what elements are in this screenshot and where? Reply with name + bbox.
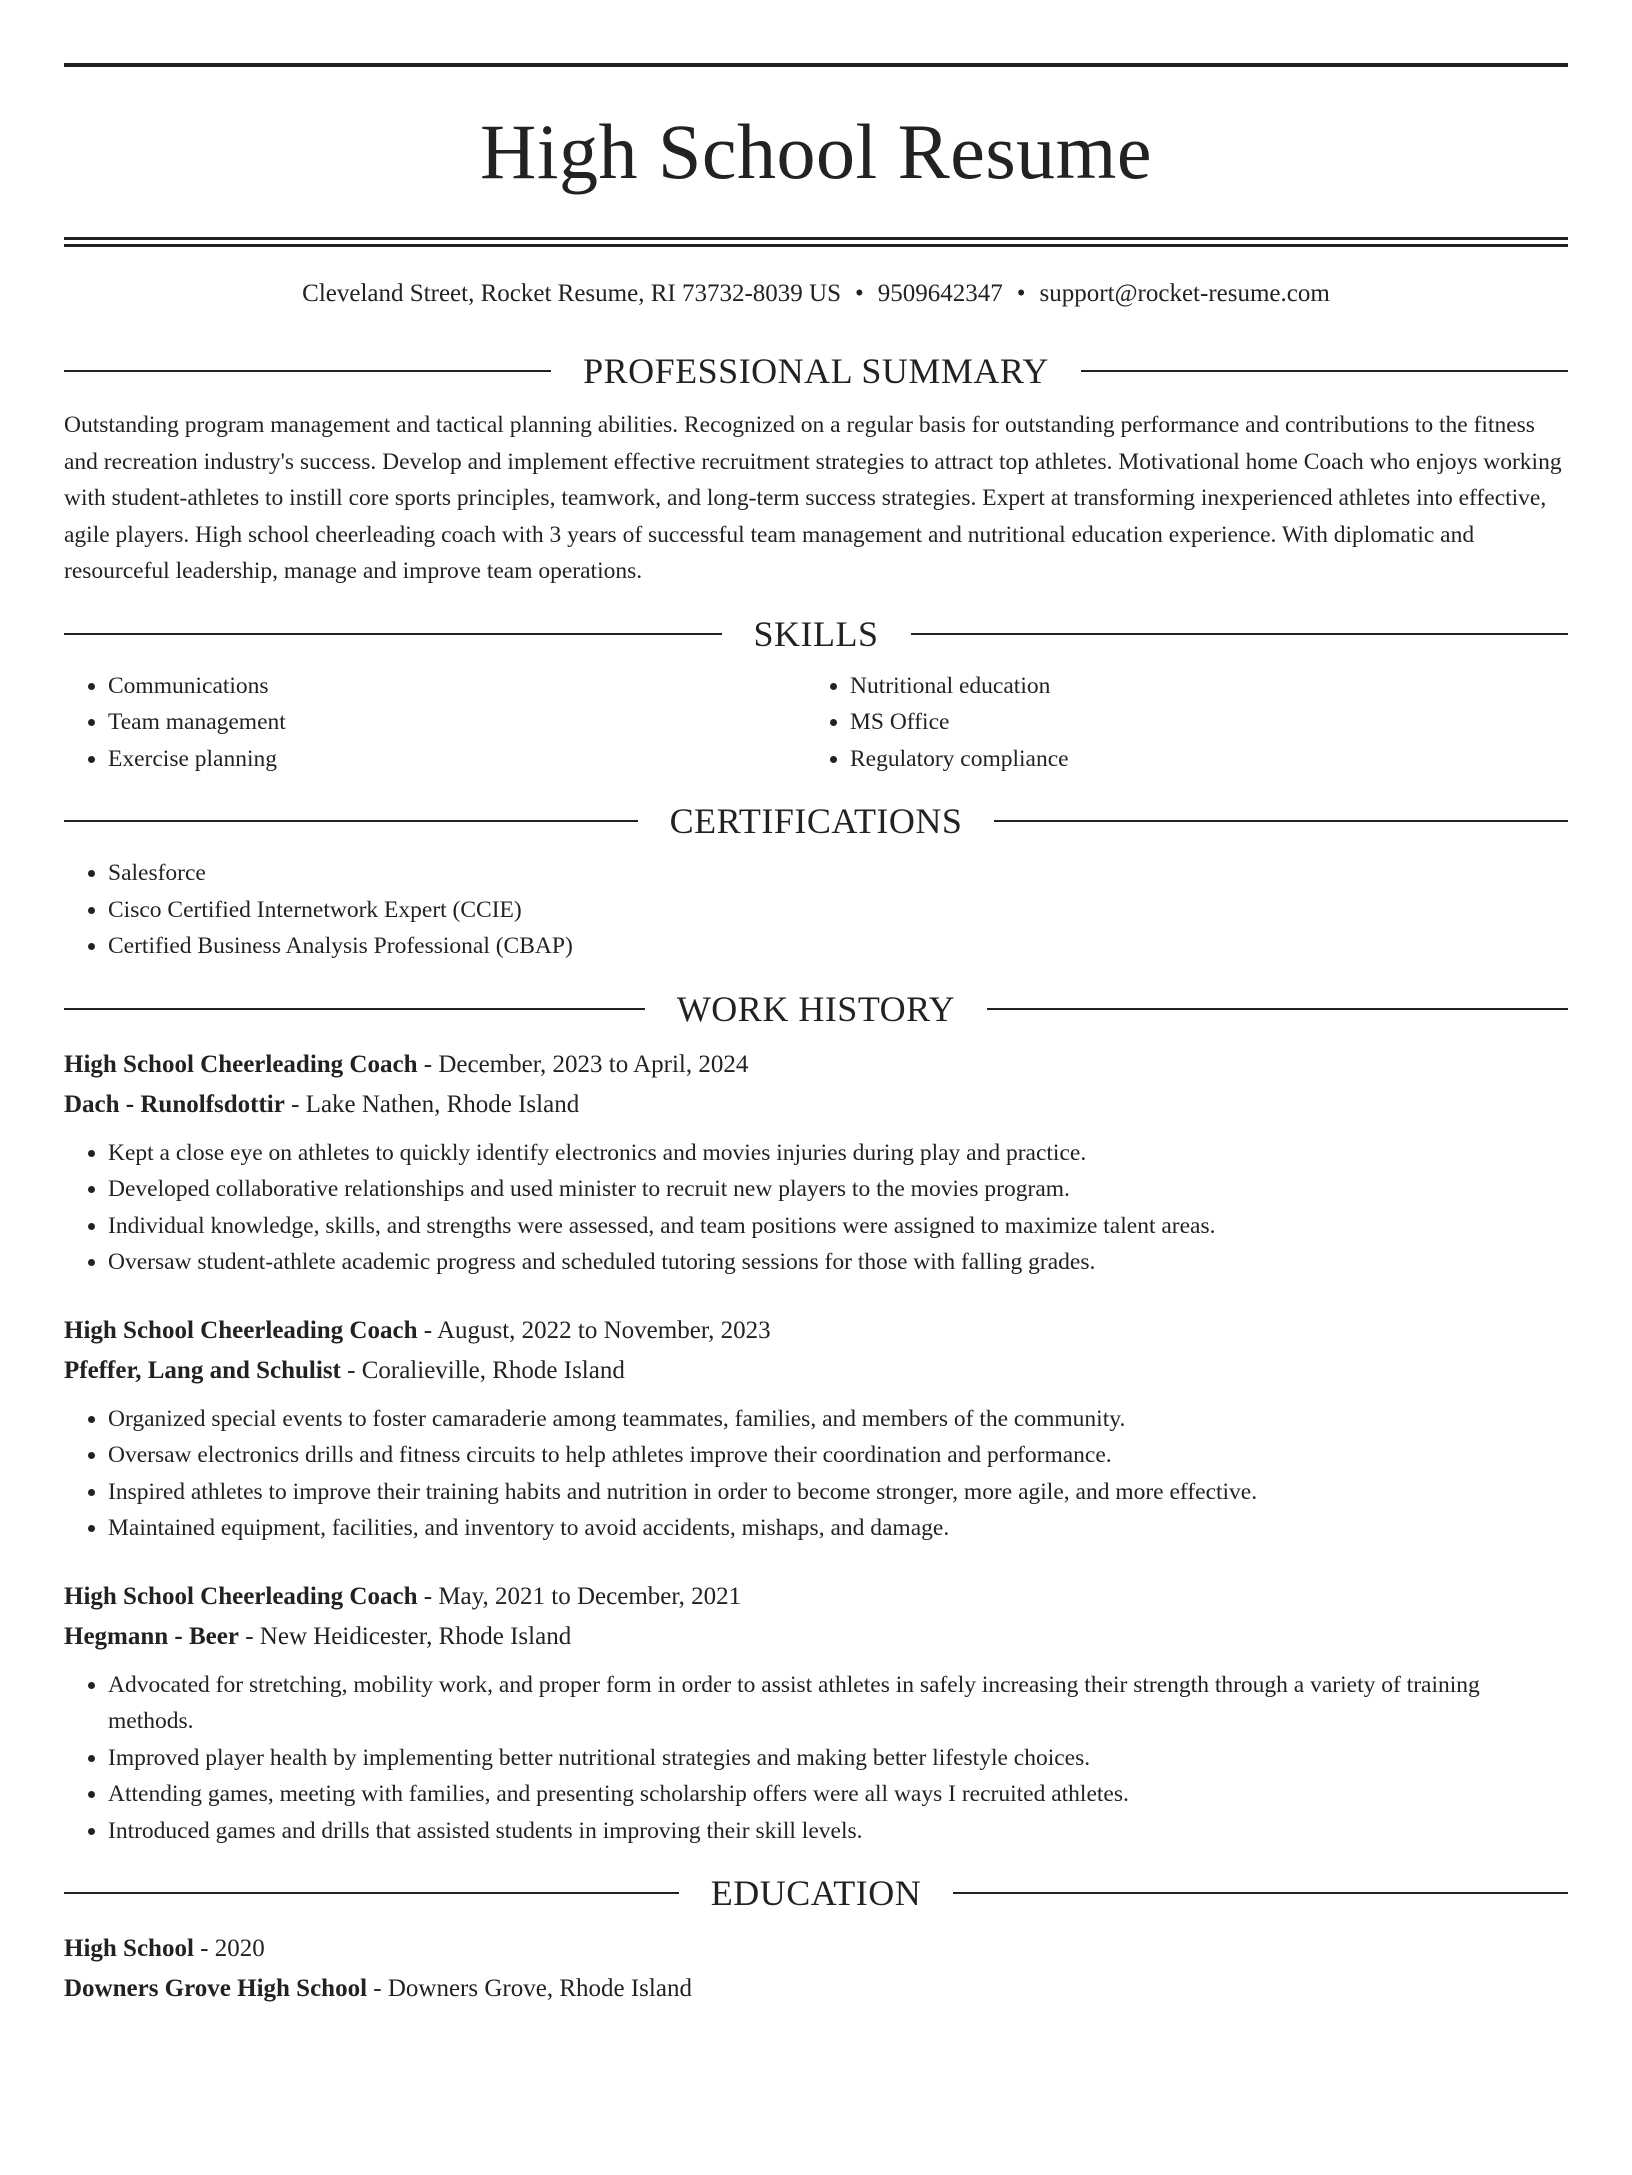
job-company: Hegmann - Beer: [64, 1622, 239, 1650]
section-title: EDUCATION: [710, 1873, 922, 1913]
list-item: • Individual knowledge, skills, and strengths were assessed, and team positions were assigned to maximize talent areas.: [108, 1208, 1568, 1245]
heading-rule: [64, 633, 722, 635]
title-double-rule: [64, 237, 1568, 247]
education-degree: High School: [64, 1935, 194, 1962]
list-item: • Team management: [108, 704, 806, 741]
job-company: Pfeffer, Lang and Schulist: [64, 1356, 341, 1384]
job-dates: - August, 2022 to November, 2023: [417, 1316, 771, 1344]
summary-text: Outstanding program management and tactical planning abilities. Recognized on a regular basis for outstanding performance and contributions to the fitness and recreation industry's success. Develop and implement effective recruitment strategies to attract top athletes. Motivational home Coach who enjoys working with student-athletes to instill core sports principles, teamwork, and long-term success strategies. Expert at transforming inexperienced athletes into effective, agile players. High school cheerleading coach with 3 years of successful team management and nutritional education experience. With diplomatic and resourceful leadership, manage and improve team operations.: [64, 412, 1562, 584]
skills-list: [64, 668, 806, 778]
skills-grid: [64, 668, 1568, 778]
list-item: • MS Office: [850, 704, 1548, 741]
skills-column-left: [64, 668, 806, 778]
section-title: CERTIFICATIONS: [669, 801, 963, 841]
section-heading-certifications: [64, 799, 1568, 843]
list-item: • Kept a close eye on athletes to quickly identify electronics and movies injuries during play and practice.: [108, 1135, 1568, 1172]
education-school-line: [64, 1969, 1568, 2009]
job-company-line: [64, 1085, 1568, 1125]
job-dates: - May, 2021 to December, 2021: [417, 1582, 742, 1610]
section-heading-work: [64, 987, 1568, 1031]
list-item: • Exercise planning: [108, 741, 806, 778]
job-entry: [64, 1311, 1568, 1547]
list-item: • Salesforce: [108, 855, 1568, 892]
contact-separator: •: [854, 280, 864, 307]
job-bullets: [64, 1401, 1568, 1547]
job-dates: - December, 2023 to April, 2024: [417, 1050, 749, 1078]
heading-rule: [64, 820, 638, 822]
heading-rule: [994, 820, 1568, 822]
job-company-line: [64, 1351, 1568, 1391]
list-item: • Communications: [108, 668, 806, 705]
contact-email: support@rocket-resume.com: [1039, 280, 1330, 307]
job-bullets: [64, 1667, 1568, 1850]
resume-page: [0, 63, 1632, 2175]
section-heading-summary: [64, 349, 1568, 393]
heading-rule: [953, 1892, 1568, 1894]
list-item: • Attending games, meeting with families, and presenting scholarship offers were all ways I recruited athletes.: [108, 1776, 1568, 1813]
job-location: - Lake Nathen, Rhode Island: [284, 1090, 580, 1118]
job-title: High School Cheerleading Coach: [64, 1050, 418, 1078]
section-title: WORK HISTORY: [676, 988, 956, 1029]
section-heading-education: [64, 1871, 1568, 1915]
section-title: SKILLS: [753, 613, 879, 654]
list-item: • Nutritional education: [850, 668, 1548, 705]
list-item: • Developed collaborative relationships and used minister to recruit new players to the movies program.: [108, 1171, 1568, 1208]
heading-rule: [911, 633, 1569, 635]
page-title: High School Resume: [480, 108, 1152, 195]
contact-line: [64, 277, 1568, 311]
education-degree-line: [64, 1929, 1568, 1969]
heading-rule: [64, 1008, 645, 1010]
contact-phone: 9509642347: [877, 280, 1003, 307]
education-entry: [64, 1929, 1568, 2009]
job-title: High School Cheerleading Coach: [64, 1316, 418, 1344]
education-location: - Downers Grove, Rhode Island: [367, 1975, 692, 2002]
list-item: • Advocated for stretching, mobility work, and proper form in order to assist athletes in safely increasing their strength through a variety of training methods.: [108, 1667, 1568, 1740]
heading-rule: [64, 370, 551, 372]
list-item: • Cisco Certified Internetwork Expert (CCIE): [108, 892, 1568, 929]
section-heading-skills: [64, 612, 1568, 656]
list-item: • Certified Business Analysis Professional (CBAP): [108, 928, 1568, 965]
job-title-line: [64, 1577, 1568, 1617]
section-title: PROFESSIONAL SUMMARY: [583, 351, 1049, 391]
skills-list: [806, 668, 1548, 778]
list-item: • Oversaw student-athlete academic progress and scheduled tutoring sessions for those with falling grades.: [108, 1244, 1568, 1281]
contact-address: Cleveland Street, Rocket Resume, RI 73732-8039 US: [302, 280, 841, 307]
job-company: Dach - Runolfsdottir: [64, 1090, 285, 1118]
list-item: • Oversaw electronics drills and fitness circuits to help athletes improve their coordination and performance.: [108, 1437, 1568, 1474]
heading-rule: [64, 1892, 679, 1894]
list-item: • Regulatory compliance: [850, 741, 1548, 778]
heading-rule: [987, 1008, 1568, 1010]
job-entry: [64, 1045, 1568, 1281]
list-item: • Organized special events to foster camaraderie among teammates, families, and members of the community.: [108, 1401, 1568, 1438]
job-title: High School Cheerleading Coach: [64, 1582, 418, 1610]
job-entry: [64, 1577, 1568, 1850]
job-title-line: [64, 1311, 1568, 1351]
list-item: • Inspired athletes to improve their training habits and nutrition in order to become stronger, more agile, and more effective.: [108, 1474, 1568, 1511]
job-title-line: [64, 1045, 1568, 1085]
job-bullets: [64, 1135, 1568, 1281]
top-rule: [64, 63, 1568, 67]
job-company-line: [64, 1617, 1568, 1657]
skills-column-right: [806, 668, 1548, 778]
list-item: • Maintained equipment, facilities, and inventory to avoid accidents, mishaps, and damage.: [108, 1510, 1568, 1547]
list-item: • Improved player health by implementing better nutritional strategies and making better lifestyle choices.: [108, 1740, 1568, 1777]
list-item: • Introduced games and drills that assisted students in improving their skill levels.: [108, 1813, 1568, 1850]
job-location: - New Heidicester, Rhode Island: [238, 1622, 572, 1650]
contact-separator: •: [1016, 280, 1026, 307]
certifications-list: [64, 855, 1568, 965]
job-location: - Coralieville, Rhode Island: [340, 1356, 625, 1384]
education-school: Downers Grove High School: [64, 1975, 368, 2002]
heading-rule: [1081, 370, 1568, 372]
education-year: - 2020: [193, 1935, 265, 1962]
